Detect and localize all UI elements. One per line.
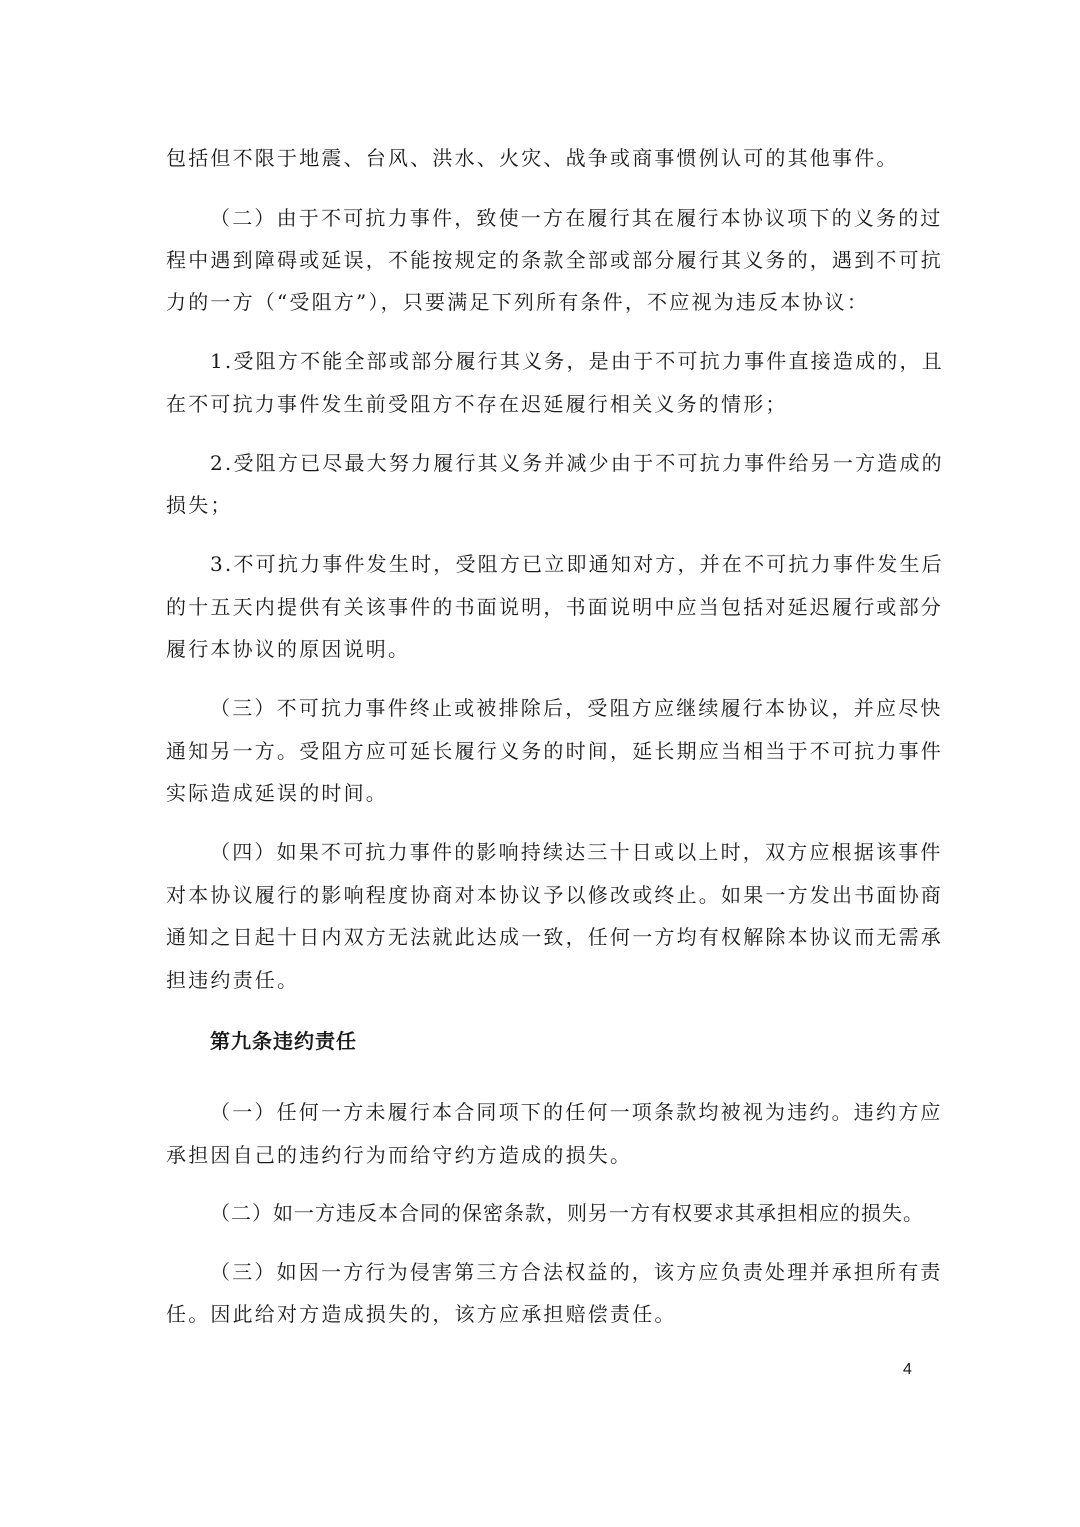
paragraph-line: 在不可抗力事件发生前受阻方不存在迟延履行相关义务的情形； [166, 392, 788, 416]
paragraph-line: 力的一方（“受阻方”），只要满足下列所有条件，不应视为违反本协议： [166, 290, 870, 314]
paragraph-line: 程中遇到障碍或延误，不能按规定的条款全部或部分履行其义务的，遇到不可抗 [166, 248, 943, 272]
paragraph-line: （二）由于不可抗力事件，致使一方在履行其在履行本协议项下的义务的过 [210, 206, 943, 230]
paragraph-line: 3.不可抗力事件发生时，受阻方已立即通知对方，并在不可抗力事件发生后 [210, 552, 944, 576]
paragraph-line: 对本协议履行的影响程度协商对本协议予以修改或终止。如果一方发出书面协商 [166, 883, 943, 907]
paragraph-line: 损失； [166, 493, 233, 517]
paragraph-line: 2.受阻方已尽最大努力履行其义务并减少由于不可抗力事件给另一方造成的 [210, 451, 944, 475]
paragraph-line: 通知另一方。受阻方应可延长履行义务的时间，延长期应当相当于不可抗力事件 [166, 739, 943, 763]
paragraph-line: （四）如果不可抗力事件的影响持续达三十日或以上时，双方应根据该事件 [210, 840, 943, 864]
section-heading: 第九条违约责任 [210, 1029, 357, 1053]
paragraph-line: 履行本协议的原因说明。 [166, 637, 411, 661]
paragraph-line: （三）如因一方行为侵害第三方合法权益的，该方应负责处理并承担所有责 [210, 1260, 943, 1284]
paragraph-line: 1.受阻方不能全部或部分履行其义务，是由于不可抗力事件直接造成的，且 [210, 349, 944, 373]
paragraph-line: 担违约责任。 [166, 968, 300, 992]
paragraph-line: 的十五天内提供有关该事件的书面说明，书面说明中应当包括对延迟履行或部分 [166, 595, 943, 619]
paragraph-line: （二）如一方违反本合同的保密条款，则另一方有权要求其承担相应的损失。 [210, 1201, 924, 1225]
paragraph-line: 实际造成延误的时间。 [166, 781, 388, 805]
page-number: 4 [903, 1361, 912, 1378]
paragraph-line: （三）不可抗力事件终止或被排除后，受阻方应继续履行本协议，并应尽快 [210, 696, 943, 720]
paragraph-line: （一）任何一方未履行本合同项下的任何一项条款均被视为违约。违约方应 [210, 1100, 943, 1124]
paragraph-line: 任。因此给对方造成损失的，该方应承担赔偿责任。 [166, 1302, 677, 1326]
paragraph-line: 包括但不限于地震、台风、洪水、火灾、战争或商事惯例认可的其他事件。 [166, 146, 899, 170]
paragraph-line: 承担因自己的违约行为而给守约方造成的损失。 [166, 1143, 633, 1167]
paragraph-line: 通知之日起十日内双方无法就此达成一致，任何一方均有权解除本协议而无需承 [166, 925, 943, 949]
